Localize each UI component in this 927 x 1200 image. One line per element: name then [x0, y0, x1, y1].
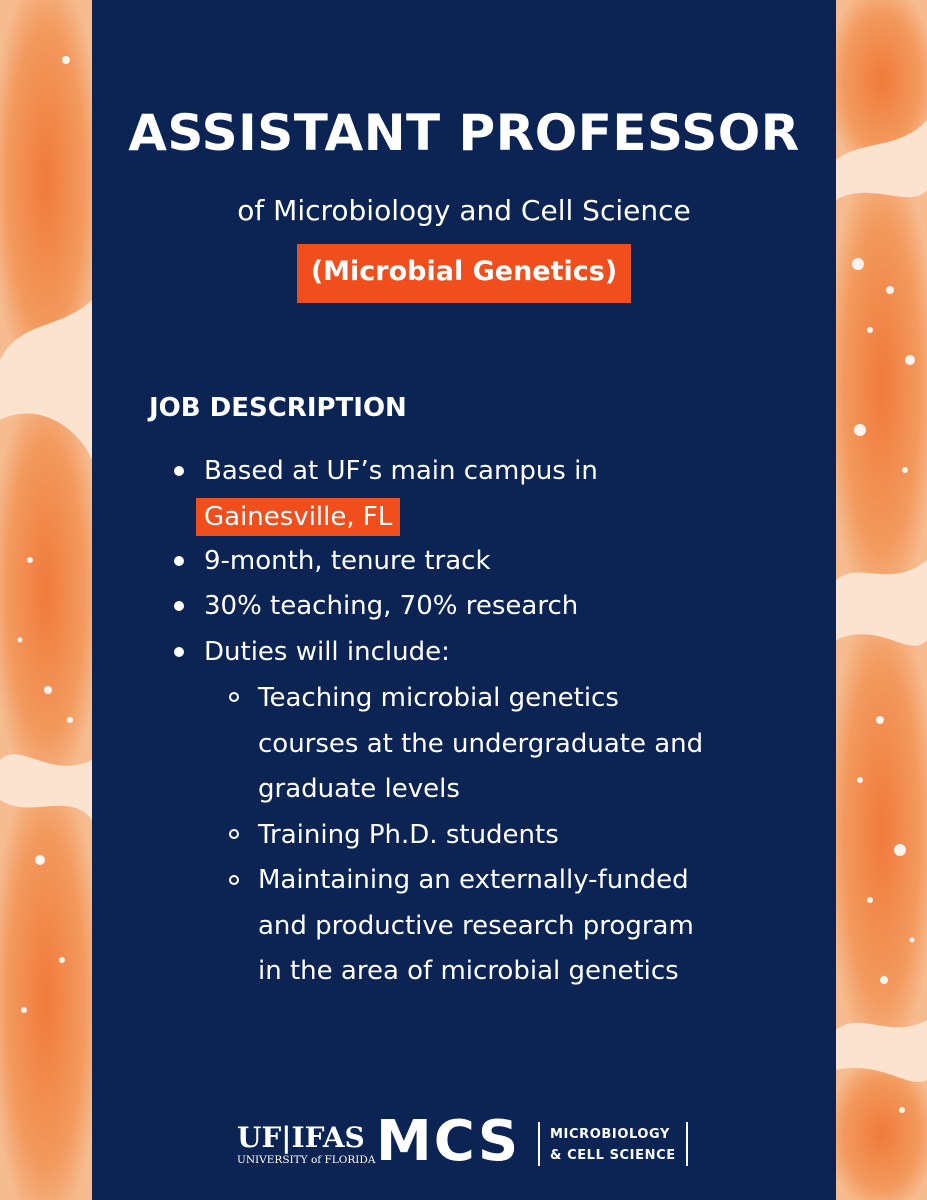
sub-list-item: in the area of microbial genetics — [258, 956, 679, 986]
sub-list-item: Training Ph.D. students — [258, 820, 559, 850]
page-title: ASSISTANT PROFESSOR — [128, 104, 800, 162]
list-item: 9-month, tenure track — [204, 546, 491, 576]
content-panel — [92, 0, 836, 1200]
specialty-tag-wrap — [92, 244, 836, 303]
sub-list-item: Teaching microbial genetics — [258, 683, 619, 713]
mcs-name-line2: & CELL SCIENCE — [550, 1148, 676, 1163]
sub-list-item: graduate levels — [258, 774, 460, 804]
bullet-icon — [174, 556, 184, 566]
bullet-icon — [174, 601, 184, 611]
list-item: Based at UF’s main campus in — [204, 456, 598, 486]
list-item-continuation — [196, 494, 400, 540]
list-item: Duties will include: — [204, 637, 450, 667]
sub-bullet-icon — [229, 692, 239, 702]
footer-logos — [92, 1108, 836, 1178]
uf-ifas-subtext: UNIVERSITY of FLORIDA — [237, 1154, 376, 1166]
uf-ifas-logo: UF|IFAS — [237, 1121, 365, 1154]
page-subtitle: of Microbiology and Cell Science — [237, 194, 691, 227]
sub-bullet-icon — [229, 829, 239, 839]
logo-divider-right — [686, 1122, 688, 1166]
sub-list-item: Maintaining an externally-funded — [258, 865, 689, 895]
bullet-icon — [174, 647, 184, 657]
mcs-logo: MCS — [376, 1109, 521, 1174]
location-highlight: Gainesville, FL — [196, 498, 400, 536]
list-item: 30% teaching, 70% research — [204, 591, 579, 621]
sub-list-item: courses at the undergraduate and — [258, 729, 704, 759]
sub-list-item: and productive research program — [258, 911, 694, 941]
bullet-icon — [174, 466, 184, 476]
specialty-tag: (Microbial Genetics) — [297, 244, 631, 303]
logo-divider — [538, 1122, 540, 1166]
mcs-name-line1: MICROBIOLOGY — [550, 1127, 671, 1142]
section-heading: JOB DESCRIPTION — [149, 393, 407, 423]
sub-bullet-icon — [229, 875, 239, 885]
